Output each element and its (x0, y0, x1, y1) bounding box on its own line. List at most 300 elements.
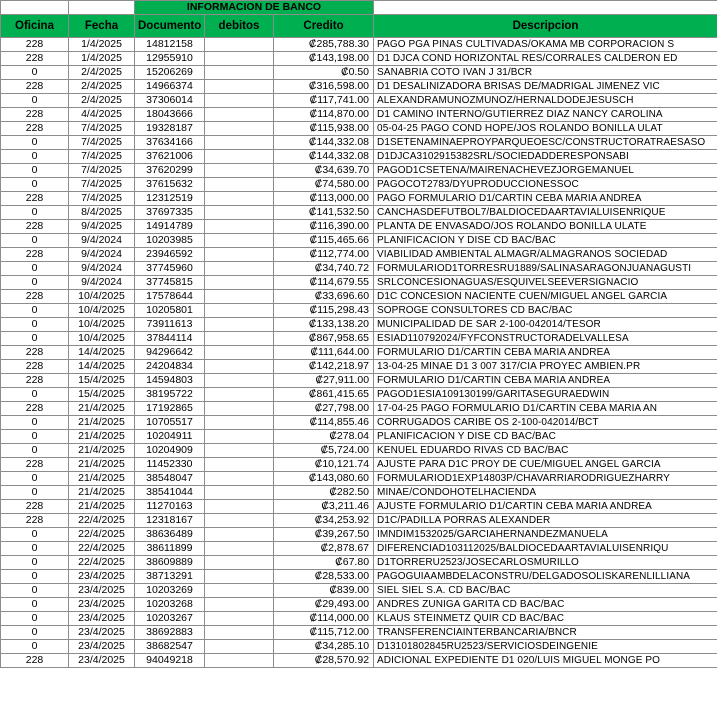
cell-debitos[interactable] (205, 346, 274, 360)
cell-credito[interactable]: ₡114,679.55 (274, 276, 374, 290)
cell-descripcion[interactable]: D13101802845RU2523/SERVICIOSDEINGENIE (374, 640, 717, 654)
cell-credito[interactable]: ₡141,532.50 (274, 206, 374, 220)
cell-fecha[interactable]: 21/4/2025 (69, 444, 135, 458)
cell-debitos[interactable] (205, 318, 274, 332)
cell-fecha[interactable]: 10/4/2025 (69, 332, 135, 346)
cell-debitos[interactable] (205, 486, 274, 500)
cell-fecha[interactable]: 22/4/2025 (69, 542, 135, 556)
cell-credito[interactable]: ₡28,570.92 (274, 654, 374, 668)
cell-oficina[interactable]: 0 (1, 598, 69, 612)
cell-credito[interactable]: ₡39,267.50 (274, 528, 374, 542)
cell-debitos[interactable] (205, 598, 274, 612)
cell-documento[interactable]: 24204834 (135, 360, 205, 374)
cell-descripcion[interactable]: FORMULARIO D1/CARTIN CEBA MARIA ANDREA (374, 346, 717, 360)
cell-debitos[interactable] (205, 276, 274, 290)
cell-descripcion[interactable]: AJUSTE PARA D1C PROY DE CUE/MIGUEL ANGEL GARCIA (374, 458, 717, 472)
table-row (1, 486, 717, 500)
cell-credito[interactable]: ₡115,938.00 (274, 122, 374, 136)
cell-credito[interactable]: ₡27,798.00 (274, 402, 374, 416)
cell-descripcion[interactable]: ADICIONAL EXPEDIENTE D1 020/LUIS MIGUEL MONGE PO (374, 654, 717, 668)
cell-debitos[interactable] (205, 612, 274, 626)
cell-credito[interactable]: ₡116,390.00 (274, 220, 374, 234)
cell-oficina[interactable]: 228 (1, 192, 69, 206)
cell-fecha[interactable]: 15/4/2025 (69, 374, 135, 388)
cell-debitos[interactable] (205, 654, 274, 668)
cell-documento[interactable]: 12318167 (135, 514, 205, 528)
cell-debitos[interactable] (205, 164, 274, 178)
cell-fecha[interactable]: 21/4/2025 (69, 486, 135, 500)
cell-documento[interactable]: 94296642 (135, 346, 205, 360)
cell-descripcion[interactable]: FORMULARIOD1TORRESRU1889/SALINASARAGONJUANAGUSTI (374, 262, 717, 276)
cell-descripcion[interactable]: KLAUS STEINMETZ QUIR CD BAC/BAC (374, 612, 717, 626)
table-row (1, 136, 717, 150)
cell-documento[interactable]: 37634166 (135, 136, 205, 150)
cell-descripcion[interactable]: DIFERENCIAD103112025/BALDIOCEDAARTAVIALUISENRIQU (374, 542, 717, 556)
cell-fecha[interactable]: 21/4/2025 (69, 458, 135, 472)
table-row (1, 514, 717, 528)
cell-fecha[interactable]: 7/4/2025 (69, 178, 135, 192)
cell-debitos[interactable] (205, 206, 274, 220)
table-row (1, 654, 717, 668)
cell-oficina[interactable]: 228 (1, 654, 69, 668)
cell-fecha[interactable]: 7/4/2025 (69, 136, 135, 150)
cell-fecha[interactable]: 14/4/2025 (69, 346, 135, 360)
cell-descripcion[interactable]: VIABILIDAD AMBIENTAL ALMAGR/ALMAGRANOS SOCIEDAD (374, 248, 717, 262)
cell-descripcion[interactable]: ESIAD110792024/FYFCONSTRUCTORADELVALLESA (374, 332, 717, 346)
cell-oficina[interactable]: 228 (1, 38, 69, 52)
cell-oficina[interactable]: 0 (1, 556, 69, 570)
cell-fecha[interactable]: 9/4/2025 (69, 220, 135, 234)
cell-credito[interactable]: ₡114,855.46 (274, 416, 374, 430)
cell-credito[interactable]: ₡5,724.00 (274, 444, 374, 458)
cell-descripcion[interactable]: TRANSFERENCIAINTERBANCARIA/BNCR (374, 626, 717, 640)
cell-debitos[interactable] (205, 52, 274, 66)
cell-documento[interactable]: 38548047 (135, 472, 205, 486)
table-row (1, 150, 717, 164)
cell-credito[interactable]: ₡115,465.66 (274, 234, 374, 248)
cell-fecha[interactable]: 2/4/2025 (69, 94, 135, 108)
cell-fecha[interactable]: 9/4/2024 (69, 262, 135, 276)
cell-fecha[interactable]: 10/4/2025 (69, 318, 135, 332)
cell-documento[interactable]: 10203269 (135, 584, 205, 598)
banner-blank-left-2 (69, 1, 135, 15)
cell-oficina[interactable]: 228 (1, 458, 69, 472)
cell-oficina[interactable]: 0 (1, 164, 69, 178)
cell-documento[interactable]: 38609889 (135, 556, 205, 570)
cell-descripcion[interactable]: D1C/PADILLA PORRAS ALEXANDER (374, 514, 717, 528)
table-row (1, 262, 717, 276)
cell-descripcion[interactable]: SIEL SIEL S.A. CD BAC/BAC (374, 584, 717, 598)
cell-descripcion[interactable]: D1TORRERU2523/JOSECARLOSMURILLO (374, 556, 717, 570)
cell-oficina[interactable]: 0 (1, 388, 69, 402)
cell-descripcion[interactable]: CANCHASDEFUTBOL7/BALDIOCEDAARTAVIALUISENRIQUE (374, 206, 717, 220)
cell-fecha[interactable]: 23/4/2025 (69, 584, 135, 598)
cell-credito[interactable]: ₡34,253.92 (274, 514, 374, 528)
cell-oficina[interactable]: 0 (1, 206, 69, 220)
cell-fecha[interactable]: 7/4/2025 (69, 150, 135, 164)
cell-credito[interactable]: ₡282.50 (274, 486, 374, 500)
cell-fecha[interactable]: 2/4/2025 (69, 80, 135, 94)
cell-documento[interactable]: 12312519 (135, 192, 205, 206)
cell-credito[interactable]: ₡839.00 (274, 584, 374, 598)
cell-credito[interactable]: ₡117,741.00 (274, 94, 374, 108)
cell-oficina[interactable]: 0 (1, 626, 69, 640)
cell-oficina[interactable]: 0 (1, 612, 69, 626)
cell-credito[interactable]: ₡133,138.20 (274, 318, 374, 332)
cell-documento[interactable]: 23946592 (135, 248, 205, 262)
cell-fecha[interactable]: 1/4/2025 (69, 52, 135, 66)
cell-debitos[interactable] (205, 584, 274, 598)
table-row (1, 472, 717, 486)
cell-credito[interactable]: ₡3,211.46 (274, 500, 374, 514)
cell-oficina[interactable]: 0 (1, 178, 69, 192)
cell-debitos[interactable] (205, 360, 274, 374)
cell-fecha[interactable]: 22/4/2025 (69, 528, 135, 542)
cell-credito[interactable]: ₡112,774.00 (274, 248, 374, 262)
cell-documento[interactable]: 37615632 (135, 178, 205, 192)
cell-oficina[interactable]: 228 (1, 220, 69, 234)
cell-descripcion[interactable]: PLANIFICACION Y DISE CD BAC/BAC (374, 234, 717, 248)
cell-fecha[interactable]: 4/4/2025 (69, 108, 135, 122)
cell-oficina[interactable]: 0 (1, 444, 69, 458)
cell-fecha[interactable]: 21/4/2025 (69, 472, 135, 486)
cell-fecha[interactable]: 2/4/2025 (69, 66, 135, 80)
cell-descripcion[interactable]: FORMULARIOD1EXP14803P/CHAVARRIARODRIGUEZHARRY (374, 472, 717, 486)
cell-fecha[interactable]: 10/4/2025 (69, 304, 135, 318)
cell-credito[interactable]: ₡10,121.74 (274, 458, 374, 472)
cell-descripcion[interactable]: D1SETENAMINAEPROYPARQUEOESC/CONSTRUCTORATRAESASO (374, 136, 717, 150)
cell-descripcion[interactable]: PLANTA DE ENVASADO/JOS ROLANDO BONILLA ULATE (374, 220, 717, 234)
cell-oficina[interactable]: 228 (1, 346, 69, 360)
cell-credito[interactable]: ₡115,298.43 (274, 304, 374, 318)
cell-descripcion[interactable]: AJUSTE FORMULARIO D1/CARTIN CEBA MARIA ANDREA (374, 500, 717, 514)
cell-documento[interactable]: 14812158 (135, 38, 205, 52)
cell-fecha[interactable]: 9/4/2024 (69, 248, 135, 262)
cell-debitos[interactable] (205, 556, 274, 570)
cell-descripcion[interactable]: PAGOD1CSETENA/MAIRENACHEVEZJORGEMANUEL (374, 164, 717, 178)
cell-oficina[interactable]: 228 (1, 122, 69, 136)
cell-documento[interactable]: 19328187 (135, 122, 205, 136)
table-row (1, 542, 717, 556)
cell-fecha[interactable]: 23/4/2025 (69, 612, 135, 626)
cell-descripcion[interactable]: MUNICIPALIDAD DE SAR 2-100-042014/TESOR (374, 318, 717, 332)
cell-descripcion[interactable]: D1 CAMINO INTERNO/GUTIERREZ DIAZ NANCY CAROLINA (374, 108, 717, 122)
cell-descripcion[interactable]: ANDRES ZUNIGA GARITA CD BAC/BAC (374, 598, 717, 612)
cell-oficina[interactable]: 0 (1, 234, 69, 248)
table-row (1, 94, 717, 108)
cell-documento[interactable]: 37844114 (135, 332, 205, 346)
cell-credito[interactable]: ₡867,958.65 (274, 332, 374, 346)
cell-documento[interactable]: 73911613 (135, 318, 205, 332)
cell-credito[interactable]: ₡114,000.00 (274, 612, 374, 626)
cell-credito[interactable]: ₡316,598.00 (274, 80, 374, 94)
cell-documento[interactable]: 17192865 (135, 402, 205, 416)
cell-debitos[interactable] (205, 66, 274, 80)
cell-oficina[interactable]: 0 (1, 640, 69, 654)
cell-debitos[interactable] (205, 374, 274, 388)
cell-descripcion[interactable]: PAGO FORMULARIO D1/CARTIN CEBA MARIA ANDREA (374, 192, 717, 206)
cell-documento[interactable]: 10204911 (135, 430, 205, 444)
cell-credito[interactable]: ₡67.80 (274, 556, 374, 570)
cell-documento[interactable]: 10705517 (135, 416, 205, 430)
cell-credito[interactable]: ₡74,580.00 (274, 178, 374, 192)
cell-fecha[interactable]: 8/4/2025 (69, 206, 135, 220)
cell-credito[interactable]: ₡34,740.72 (274, 262, 374, 276)
cell-debitos[interactable] (205, 80, 274, 94)
cell-debitos[interactable] (205, 290, 274, 304)
cell-credito[interactable]: ₡28,533.00 (274, 570, 374, 584)
cell-debitos[interactable] (205, 528, 274, 542)
cell-debitos[interactable] (205, 248, 274, 262)
cell-documento[interactable]: 18043666 (135, 108, 205, 122)
cell-oficina[interactable]: 228 (1, 290, 69, 304)
cell-documento[interactable]: 15206269 (135, 66, 205, 80)
table-body (1, 38, 717, 668)
table-row (1, 66, 717, 80)
cell-credito[interactable]: ₡278.04 (274, 430, 374, 444)
cell-documento[interactable]: 38636489 (135, 528, 205, 542)
cell-oficina[interactable]: 0 (1, 542, 69, 556)
table-row (1, 290, 717, 304)
cell-oficina[interactable]: 228 (1, 402, 69, 416)
table-row (1, 626, 717, 640)
cell-fecha[interactable]: 14/4/2025 (69, 360, 135, 374)
table-row (1, 332, 717, 346)
header-debitos[interactable]: debitos (205, 15, 274, 38)
table-row (1, 164, 717, 178)
cell-oficina[interactable]: 228 (1, 108, 69, 122)
cell-documento[interactable]: 38682547 (135, 640, 205, 654)
cell-documento[interactable]: 37621006 (135, 150, 205, 164)
cell-debitos[interactable] (205, 38, 274, 52)
cell-fecha[interactable]: 23/4/2025 (69, 570, 135, 584)
cell-debitos[interactable] (205, 220, 274, 234)
cell-oficina[interactable]: 0 (1, 150, 69, 164)
cell-documento[interactable]: 38541044 (135, 486, 205, 500)
cell-debitos[interactable] (205, 458, 274, 472)
cell-credito[interactable]: ₡285,788.30 (274, 38, 374, 52)
cell-documento[interactable]: 17578644 (135, 290, 205, 304)
cell-documento[interactable]: 10203985 (135, 234, 205, 248)
cell-documento[interactable]: 10205801 (135, 304, 205, 318)
cell-debitos[interactable] (205, 234, 274, 248)
cell-fecha[interactable]: 15/4/2025 (69, 388, 135, 402)
cell-debitos[interactable] (205, 402, 274, 416)
cell-fecha[interactable]: 22/4/2025 (69, 514, 135, 528)
cell-oficina[interactable]: 0 (1, 570, 69, 584)
cell-oficina[interactable]: 0 (1, 472, 69, 486)
cell-fecha[interactable]: 9/4/2024 (69, 276, 135, 290)
cell-debitos[interactable] (205, 472, 274, 486)
cell-descripcion[interactable]: D1C CONCESION NACIENTE CUEN/MIGUEL ANGEL GARCIA (374, 290, 717, 304)
cell-fecha[interactable]: 9/4/2024 (69, 234, 135, 248)
cell-debitos[interactable] (205, 150, 274, 164)
cell-documento[interactable]: 12955910 (135, 52, 205, 66)
cell-oficina[interactable]: 228 (1, 52, 69, 66)
cell-fecha[interactable]: 7/4/2025 (69, 192, 135, 206)
table-row (1, 80, 717, 94)
cell-descripcion[interactable]: D1 DJCA COND HORIZONTAL RES/CORRALES CALDERON ED (374, 52, 717, 66)
cell-oficina[interactable]: 0 (1, 486, 69, 500)
cell-documento[interactable]: 38195722 (135, 388, 205, 402)
cell-documento[interactable]: 38713291 (135, 570, 205, 584)
cell-fecha[interactable]: 23/4/2025 (69, 654, 135, 668)
cell-documento[interactable]: 10203267 (135, 612, 205, 626)
cell-fecha[interactable]: 21/4/2025 (69, 416, 135, 430)
table-row (1, 640, 717, 654)
table-row (1, 108, 717, 122)
header-descripcion[interactable]: Descripcion (374, 15, 717, 38)
cell-descripcion[interactable]: 17-04-25 PAGO FORMULARIO D1/CARTIN CEBA MARIA AN (374, 402, 717, 416)
cell-fecha[interactable]: 23/4/2025 (69, 640, 135, 654)
cell-descripcion[interactable]: 13-04-25 MINAE D1 3 007 317/CIA PROYEC AMBIEN.PR (374, 360, 717, 374)
cell-debitos[interactable] (205, 430, 274, 444)
cell-credito[interactable]: ₡2,878.67 (274, 542, 374, 556)
cell-oficina[interactable]: 228 (1, 360, 69, 374)
cell-documento[interactable]: 94049218 (135, 654, 205, 668)
cell-debitos[interactable] (205, 304, 274, 318)
cell-descripcion[interactable]: SRLCONCESIONAGUAS/ESQUIVELSEEVERSIGNACIO (374, 276, 717, 290)
cell-credito[interactable]: ₡113,000.00 (274, 192, 374, 206)
cell-descripcion[interactable]: D1 DESALINIZADORA BRISAS DE/MADRIGAL JIMENEZ VIC (374, 80, 717, 94)
cell-documento[interactable]: 11270163 (135, 500, 205, 514)
cell-oficina[interactable]: 0 (1, 66, 69, 80)
cell-credito[interactable]: ₡861,415.65 (274, 388, 374, 402)
cell-documento[interactable]: 11452330 (135, 458, 205, 472)
cell-credito[interactable]: ₡143,198.00 (274, 52, 374, 66)
table-row (1, 304, 717, 318)
cell-oficina[interactable]: 0 (1, 416, 69, 430)
cell-oficina[interactable]: 228 (1, 500, 69, 514)
cell-debitos[interactable] (205, 262, 274, 276)
cell-debitos[interactable] (205, 178, 274, 192)
cell-oficina[interactable]: 0 (1, 318, 69, 332)
header-row (1, 15, 717, 38)
cell-debitos[interactable] (205, 416, 274, 430)
cell-credito[interactable]: ₡143,080.60 (274, 472, 374, 486)
cell-oficina[interactable]: 0 (1, 584, 69, 598)
cell-documento[interactable]: 37697335 (135, 206, 205, 220)
cell-descripcion[interactable]: D1DJCA3102915382SRL/SOCIEDADDERESPONSABI (374, 150, 717, 164)
cell-debitos[interactable] (205, 108, 274, 122)
cell-descripcion[interactable]: PAGO PGA PINAS CULTIVADAS/OKAMA MB CORPORACION S (374, 38, 717, 52)
cell-documento[interactable]: 14594803 (135, 374, 205, 388)
cell-descripcion[interactable]: PAGOGUIAAMBDELACONSTRU/DELGADOSOLISKARENLILLIANA (374, 570, 717, 584)
header-documento[interactable]: Documento (135, 15, 205, 38)
cell-credito[interactable]: ₡34,639.70 (274, 164, 374, 178)
cell-descripcion[interactable]: FORMULARIO D1/CARTIN CEBA MARIA ANDREA (374, 374, 717, 388)
cell-credito[interactable]: ₡142,218.97 (274, 360, 374, 374)
table-row (1, 416, 717, 430)
cell-credito[interactable]: ₡111,644.00 (274, 346, 374, 360)
cell-descripcion[interactable]: MINAE/CONDOHOTELHACIENDA (374, 486, 717, 500)
header-fecha[interactable]: Fecha (69, 15, 135, 38)
cell-credito[interactable]: ₡115,712.00 (274, 626, 374, 640)
cell-documento[interactable]: 10204909 (135, 444, 205, 458)
cell-credito[interactable]: ₡144,332.08 (274, 150, 374, 164)
cell-oficina[interactable]: 0 (1, 430, 69, 444)
cell-debitos[interactable] (205, 388, 274, 402)
cell-credito[interactable]: ₡29,493.00 (274, 598, 374, 612)
cell-debitos[interactable] (205, 514, 274, 528)
cell-documento[interactable]: 37745960 (135, 262, 205, 276)
cell-documento[interactable]: 14914789 (135, 220, 205, 234)
cell-oficina[interactable]: 0 (1, 528, 69, 542)
cell-debitos[interactable] (205, 122, 274, 136)
cell-oficina[interactable]: 0 (1, 304, 69, 318)
cell-descripcion[interactable]: CORRUGADOS CARIBE OS 2-100-042014/BCT (374, 416, 717, 430)
cell-oficina[interactable]: 0 (1, 262, 69, 276)
cell-debitos[interactable] (205, 626, 274, 640)
cell-debitos[interactable] (205, 332, 274, 346)
cell-descripcion[interactable]: PLANIFICACION Y DISE CD BAC/BAC (374, 430, 717, 444)
cell-oficina[interactable]: 0 (1, 136, 69, 150)
cell-debitos[interactable] (205, 94, 274, 108)
cell-fecha[interactable]: 21/4/2025 (69, 402, 135, 416)
cell-documento[interactable]: 37745815 (135, 276, 205, 290)
cell-documento[interactable]: 37306014 (135, 94, 205, 108)
cell-descripcion[interactable]: ALEXANDRAMUNOZMUNOZ/HERNALDODEJESUSCH (374, 94, 717, 108)
cell-credito[interactable]: ₡33,696.60 (274, 290, 374, 304)
cell-fecha[interactable]: 21/4/2025 (69, 500, 135, 514)
table-row (1, 598, 717, 612)
cell-fecha[interactable]: 21/4/2025 (69, 430, 135, 444)
cell-fecha[interactable]: 7/4/2025 (69, 122, 135, 136)
cell-oficina[interactable]: 0 (1, 332, 69, 346)
cell-oficina[interactable]: 0 (1, 94, 69, 108)
cell-documento[interactable]: 14966374 (135, 80, 205, 94)
cell-descripcion[interactable]: PAGOCOT2783/DYUPRODUCCIONESSOC (374, 178, 717, 192)
cell-credito[interactable]: ₡27,911.00 (274, 374, 374, 388)
cell-credito[interactable]: ₡34,285.10 (274, 640, 374, 654)
header-credito[interactable]: Credito (274, 15, 374, 38)
cell-fecha[interactable]: 10/4/2025 (69, 290, 135, 304)
cell-oficina[interactable]: 228 (1, 514, 69, 528)
cell-fecha[interactable]: 22/4/2025 (69, 556, 135, 570)
cell-documento[interactable]: 38611899 (135, 542, 205, 556)
cell-fecha[interactable]: 23/4/2025 (69, 598, 135, 612)
cell-fecha[interactable]: 7/4/2025 (69, 164, 135, 178)
cell-documento[interactable]: 37620299 (135, 164, 205, 178)
cell-debitos[interactable] (205, 500, 274, 514)
cell-debitos[interactable] (205, 444, 274, 458)
table-row (1, 612, 717, 626)
cell-credito[interactable]: ₡0.50 (274, 66, 374, 80)
cell-descripcion[interactable]: KENUEL EDUARDO RIVAS CD BAC/BAC (374, 444, 717, 458)
cell-descripcion[interactable]: PAGOD1ESIA109130199/GARITASEGURAEDWIN (374, 388, 717, 402)
cell-credito[interactable]: ₡144,332.08 (274, 136, 374, 150)
cell-debitos[interactable] (205, 192, 274, 206)
cell-credito[interactable]: ₡114,870.00 (274, 108, 374, 122)
cell-descripcion[interactable]: 05-04-25 PAGO COND HOPE/JOS ROLANDO BONILLA ULAT (374, 122, 717, 136)
cell-debitos[interactable] (205, 136, 274, 150)
cell-debitos[interactable] (205, 542, 274, 556)
cell-debitos[interactable] (205, 640, 274, 654)
cell-descripcion[interactable]: SOPROGE CONSULTORES CD BAC/BAC (374, 304, 717, 318)
cell-fecha[interactable]: 1/4/2025 (69, 38, 135, 52)
cell-descripcion[interactable]: SANABRIA COTO IVAN J 31/BCR (374, 66, 717, 80)
header-oficina[interactable]: Oficina (1, 15, 69, 38)
cell-oficina[interactable]: 0 (1, 276, 69, 290)
cell-documento[interactable]: 10203268 (135, 598, 205, 612)
cell-debitos[interactable] (205, 570, 274, 584)
cell-oficina[interactable]: 228 (1, 374, 69, 388)
cell-fecha[interactable]: 23/4/2025 (69, 626, 135, 640)
cell-descripcion[interactable]: IMNDIM1532025/GARCIAHERNANDEZMANUELA (374, 528, 717, 542)
cell-oficina[interactable]: 228 (1, 80, 69, 94)
cell-documento[interactable]: 38692883 (135, 626, 205, 640)
cell-oficina[interactable]: 228 (1, 248, 69, 262)
